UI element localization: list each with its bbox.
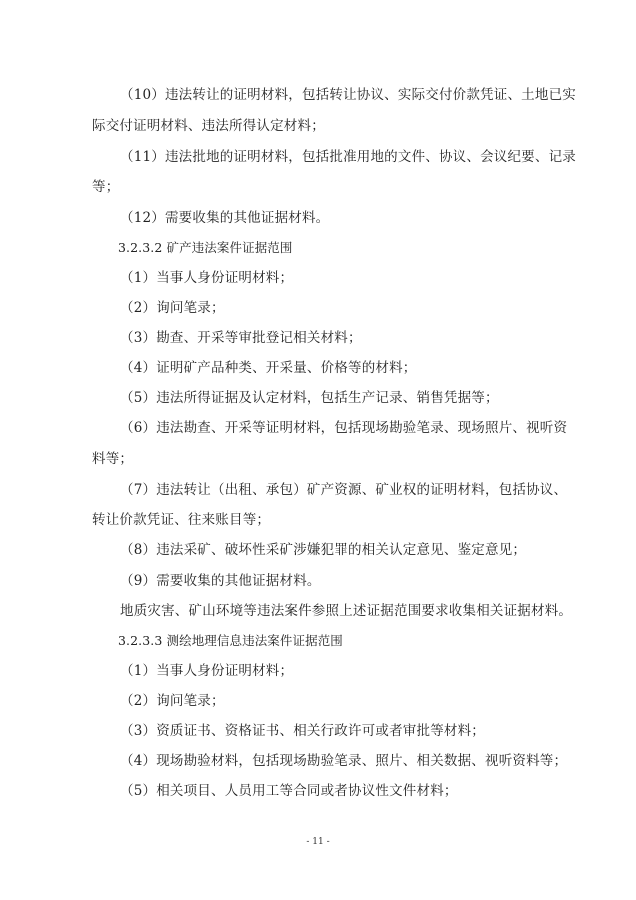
list-item: （4）现场勘验材料，包括现场勘验笔录、照片、相关数据、视听资料等； <box>120 753 568 769</box>
section-heading: 3.2.3.3 测绘地理信息违法案件证据范围 <box>118 633 343 648</box>
list-item: （5）相关项目、人员用工等合同或者协议性文件材料； <box>120 783 458 799</box>
list-item: （2）询问笔录； <box>120 693 225 709</box>
list-item: （5）违法所得证据及认定材料，包括生产记录、销售凭据等； <box>120 390 499 406</box>
list-item: （6）违法勘查、开采等证明材料，包括现场勘验笔录、现场照片、视听资 <box>120 420 568 436</box>
paragraph-line: （10）违法转让的证明材料，包括转让协议、实际交付价款凭证、土地已实 <box>120 87 576 103</box>
list-item: （1）当事人身份证明材料； <box>120 270 294 286</box>
list-item-continuation: 料等； <box>92 451 134 467</box>
list-item: （8）违法采矿、破坏性采矿涉嫌犯罪的相关认定意见、鉴定意见； <box>120 542 527 558</box>
list-item: （7）违法转让（出租、承包）矿产资源、矿业权的证明材料，包括协议、 <box>120 482 568 498</box>
list-item: （3）资质证书、资格证书、相关行政许可或者审批等材料； <box>120 723 485 739</box>
paragraph-line: （11）违法批地的证明材料，包括批准用地的文件、协议、会议纪要、记录 <box>120 149 576 165</box>
paragraph-line: （12）需要收集的其他证据材料。 <box>120 210 330 226</box>
list-item: （1）当事人身份证明材料； <box>120 663 294 679</box>
list-item: （3）勘查、开采等审批登记相关材料； <box>120 330 362 346</box>
page-number: - 11 - <box>306 837 330 847</box>
paragraph-line: 等； <box>92 179 120 195</box>
paragraph-line: 地质灾害、矿山环境等违法案件参照上述证据范围要求收集相关证据材料。 <box>120 603 573 619</box>
list-item: （2）询问笔录； <box>120 300 225 316</box>
list-item: （4）证明矿产品种类、开采量、价格等的材料； <box>120 360 417 376</box>
section-heading: 3.2.3.2 矿产违法案件证据范围 <box>118 240 293 255</box>
list-item: （9）需要收集的其他证据材料。 <box>120 573 321 589</box>
list-item-continuation: 转让价款凭证、往来账目等； <box>92 512 271 528</box>
paragraph-line: 际交付证明材料、违法所得认定材料； <box>92 118 325 134</box>
